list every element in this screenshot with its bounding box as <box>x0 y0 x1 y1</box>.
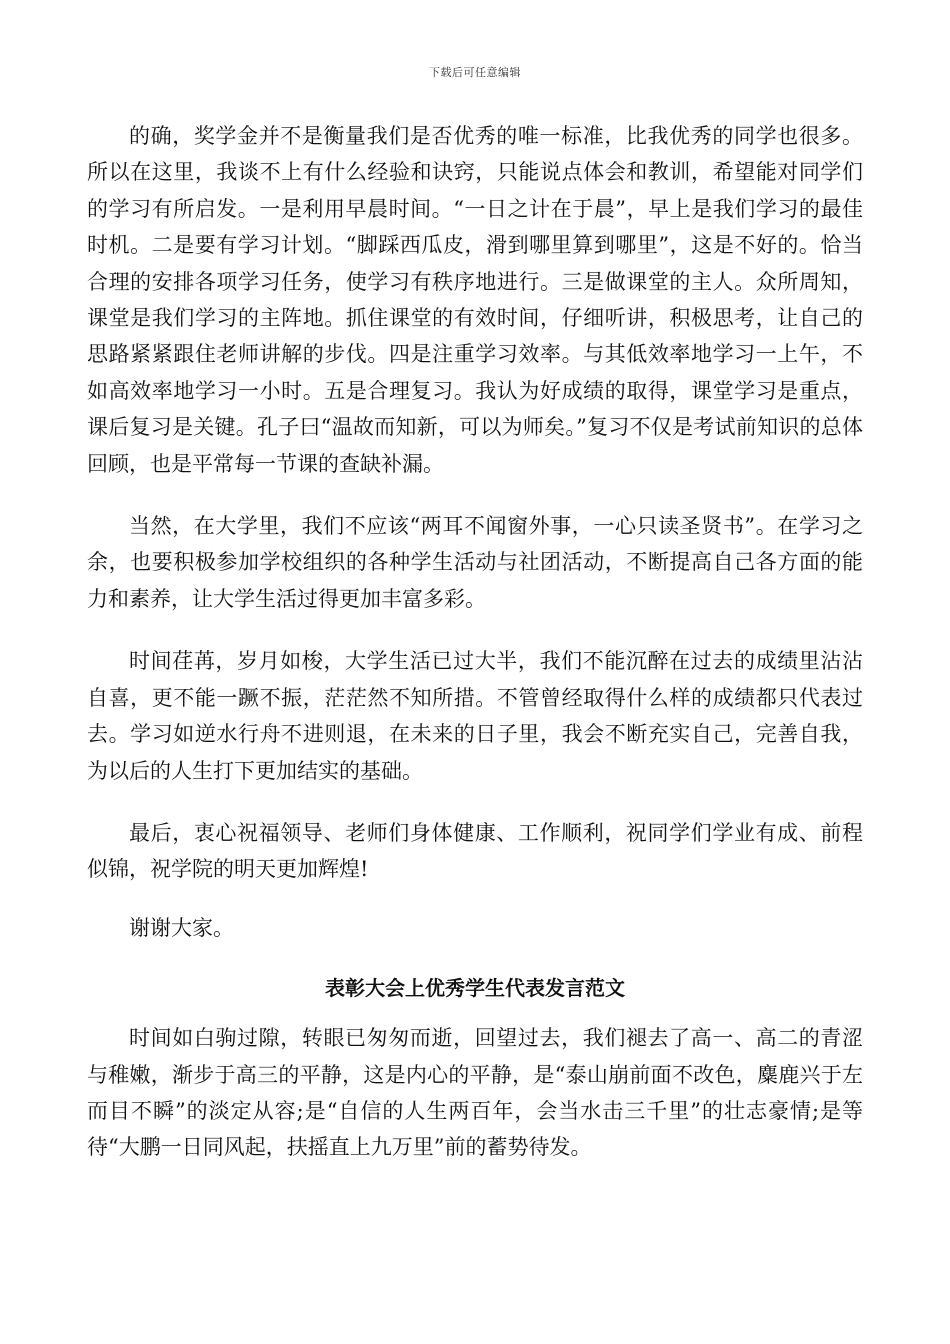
paragraph-activities: 当然，在大学里，我们不应该“两耳不闻窗外事，一心只读圣贤书”。在学习之余，也要积极参加学校组织的各种学生活动与社团活动，不断提高自己各方面的能力和素养，让大学生活过得更加丰富多彩。 <box>87 514 863 611</box>
page-header-note: 下载后可任意编辑 <box>429 66 521 79</box>
section-title: 表彰大会上优秀学生代表发言范文 <box>325 976 625 1001</box>
paragraph-section-intro: 时间如白驹过隙，转眼已匆匆而逝，回望过去，我们褪去了高一、高二的青涩与稚嫩，渐步于高三的平静，这是内心的平静，是“泰山崩前面不改色，麋鹿兴于左而目不瞬”的淡定从容;是“自信的人生两百年，会当水击三千里”的壮志豪情;是等待“大鹏一日同风起，扶摇直上九万里”前的蓄势待发。 <box>87 1026 863 1160</box>
paragraph-blessings: 最后，衷心祝福领导、老师们身体健康、工作顺利，祝同学们学业有成、前程似锦，祝学院的明天更加辉煌! <box>87 820 863 882</box>
paragraph-thanks: 谢谢大家。 <box>129 915 234 940</box>
paragraph-time-passes: 时间荏苒，岁月如梭，大学生活已过大半，我们不能沉醉在过去的成绩里沾沾自喜，更不能一蹶不振，茫茫然不知所措。不管曾经取得什么样的成绩都只代表过去。学习如逆水行舟不进则退，在未来的日子里，我会不断充实自己，完善自我，为以后的人生打下更加结实的基础。 <box>87 649 863 783</box>
document-body <box>87 118 863 1166</box>
paragraph-study-tips: 的确，奖学金并不是衡量我们是否优秀的唯一标准，比我优秀的同学也很多。所以在这里，我谈不上有什么经验和诀窍，只能说点体会和教训，希望能对同学们的学习有所启发。一是利用早晨时间。“一日之计在于晨”，早上是我们学习的最佳时机。二是要有学习计划。“脚踩西瓜皮，滑到哪里算到哪里”，这是不好的。恰当合理的安排各项学习任务，使学习有秩序地进行。三是做课堂的主人。众所周知，课堂是我们学习的主阵地。抓住课堂的有效时间，仔细听讲，积极思考，让自己的思路紧紧跟住老师讲解的步伐。四是注重学习效率。与其低效率地学习一上午，不如高效率地学习一小时。五是合理复习。我认为好成绩的取得，课堂学习是重点，课后复习是关键。孔子曰“温故而知新，可以为师矣。”复习不仅是考试前知识的总体回顾，也是平常每一节课的查缺补漏。 <box>87 124 863 476</box>
